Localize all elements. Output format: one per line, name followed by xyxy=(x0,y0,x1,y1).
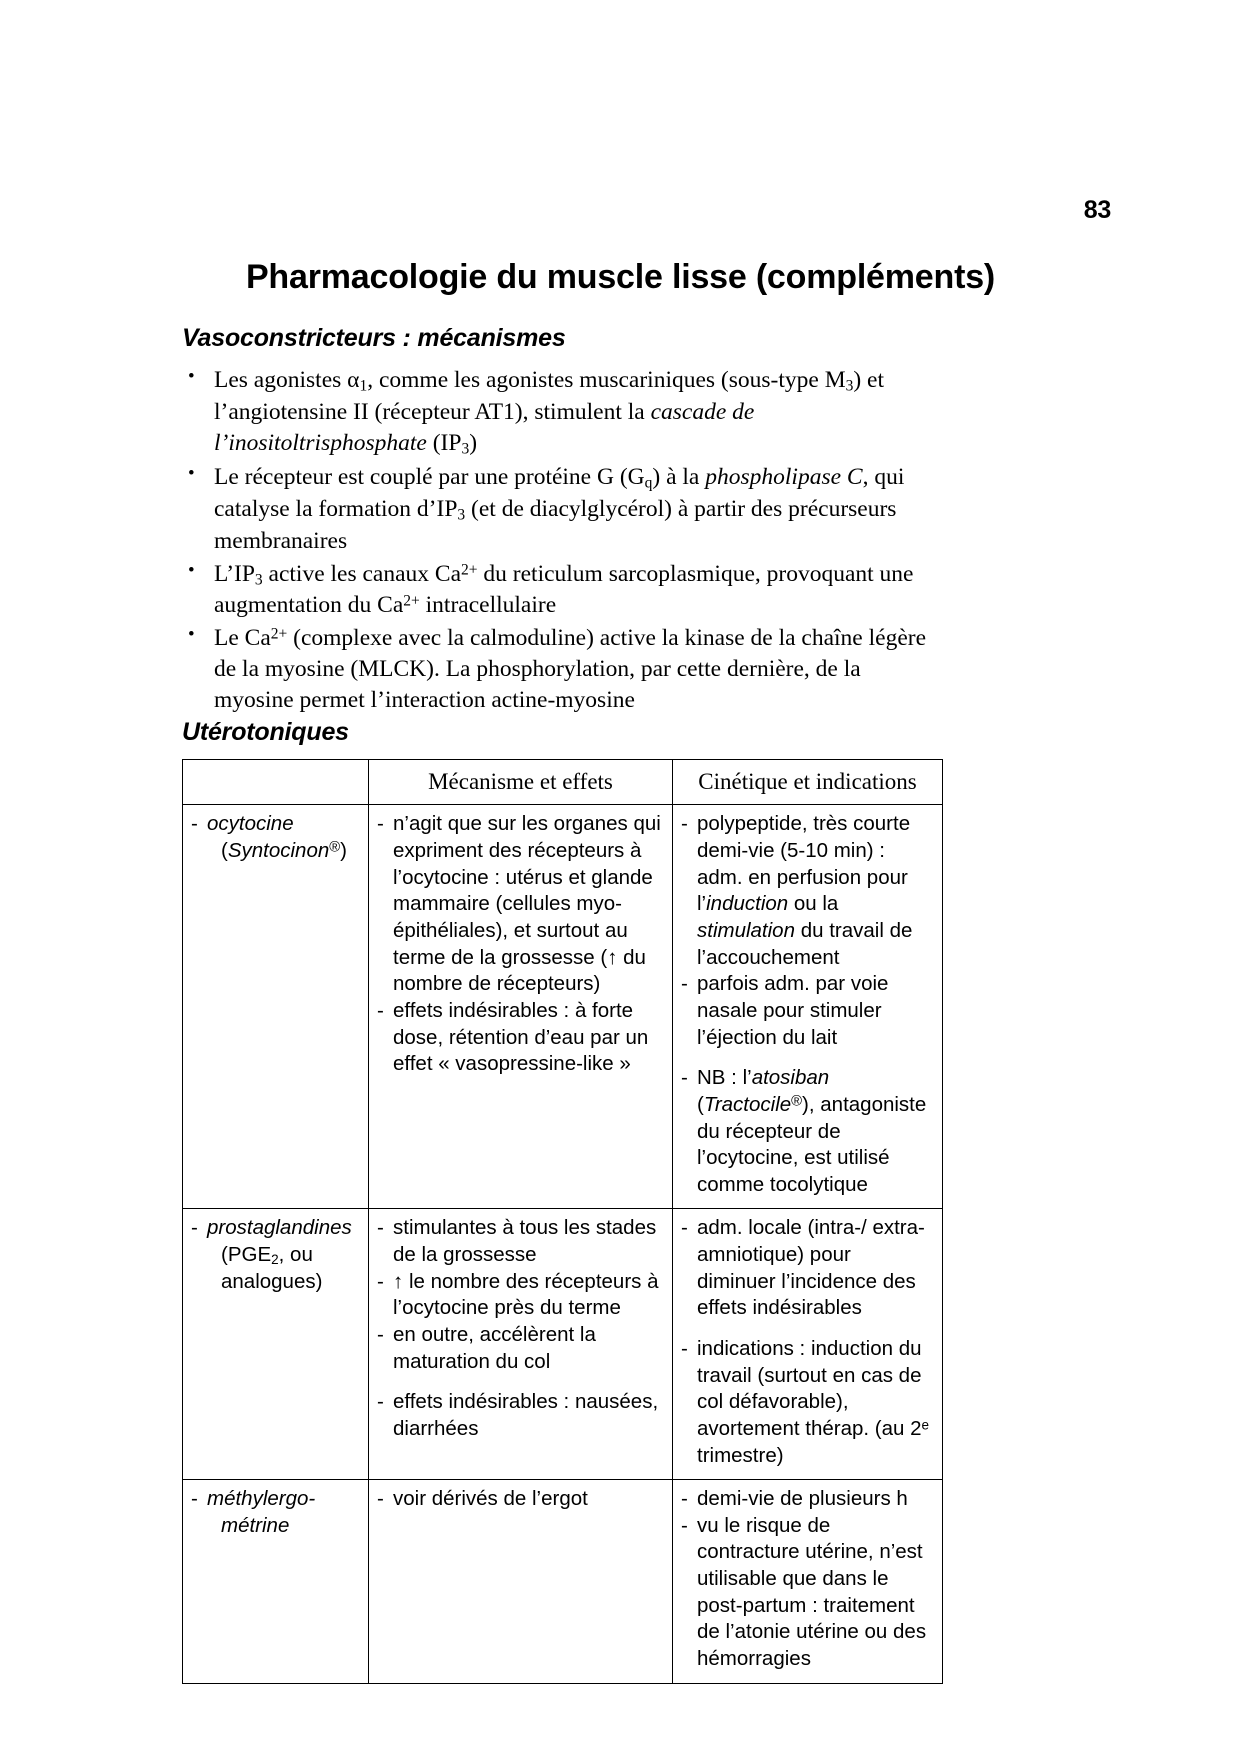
drug-name-line: ($PGE_2$, ou xyxy=(221,1243,313,1268)
mechanism-cell xyxy=(369,1209,673,1480)
drug-name-line: métrine xyxy=(221,1513,290,1537)
drug-name-cell xyxy=(183,805,369,1209)
table-header-kinetics: Cinétique et indications xyxy=(673,760,943,805)
drug-name-line: - prostaglandines xyxy=(191,1215,360,1242)
drug-name-line: - méthylergo- xyxy=(191,1486,360,1513)
cell-dash-item: - polypeptide, très courte demi-vie (5-10 min) : adm. en perfusion pour l’induction ou la stimulation du travail de l’accouchement xyxy=(681,811,934,971)
section-heading-uterotoniques: Utérotoniques xyxy=(182,718,349,747)
kinetics-cell xyxy=(673,1480,943,1683)
vasoconstricteurs-bullet-list xyxy=(182,365,942,716)
bullet-item: • Les agonistes $\alpha_1$, comme les agonistes muscariniques (sous-type $M_3$) et l’angiotensine II (récepteur AT1), stimulent la cascade de l’inositoltrisphosphate $(IP_3)$ xyxy=(182,365,942,460)
table-header-row xyxy=(183,760,943,805)
cell-dash-item: - NB : l’atosiban (Tractocile®), antagoniste du récepteur de l’ocytocine, est utilisé comme tocolytique xyxy=(681,1065,934,1198)
drug-name-line: (Syntocinon®) xyxy=(221,839,347,863)
mechanism-cell xyxy=(369,1480,673,1683)
cell-dash-item: - voir dérivés de l’ergot xyxy=(377,1486,664,1513)
kinetics-cell xyxy=(673,1209,943,1480)
table-header-mechanism: Mécanisme et effets xyxy=(369,760,673,805)
bullet-item: • $L’IP_3$ active les canaux $Ca^{2+}$ du reticulum sarcoplasmique, provoquant une augmentation du $Ca^{2+}$ intracellulaire xyxy=(182,559,942,622)
drug-name-line: analogues) xyxy=(221,1269,323,1293)
cell-dash-item: - parfois adm. par voie nasale pour stimuler l’éjection du lait xyxy=(681,971,934,1051)
drug-name-cell xyxy=(183,1209,369,1480)
kinetics-cell xyxy=(673,805,943,1209)
cell-dash-item: - adm. locale (intra-/ extra-amniotique) pour diminuer l’incidence des effets indésirables xyxy=(681,1215,934,1322)
cell-dash-item: - effets indésirables : nausées, diarrhées xyxy=(377,1389,664,1442)
table-row xyxy=(183,1209,943,1480)
bullet-item: • Le $Ca^{2+}$ (complexe avec la calmoduline) active la kinase de la chaîne légère de la myosine (MLCK). La phosphorylation, par cette dernière, de la myosine permet l’interaction actine-myosine xyxy=(182,623,942,716)
mechanism-cell xyxy=(369,805,673,1209)
drug-name-line: - ocytocine xyxy=(191,811,360,838)
cell-dash-item: - indications : induction du travail (surtout en cas de col défavorable), avortement thérap. (au 2e trimestre) xyxy=(681,1336,934,1469)
table-row xyxy=(183,1480,943,1683)
bullet-item: • Le récepteur est couplé par une protéine G $(G_q)$ à la phospholipase C, qui catalyse la formation $d’IP_3$ (et de diacylglycérol) à partir des précurseurs membranaires xyxy=(182,462,942,557)
page-content xyxy=(182,324,942,1684)
table-row xyxy=(183,805,943,1209)
page-number: 83 xyxy=(1083,196,1111,224)
cell-dash-item: - vu le risque de contracture utérine, n’est utilisable que dans le post-partum : traitement de l’atonie utérine ou des hémorragies xyxy=(681,1513,934,1673)
table-header-blank xyxy=(183,760,369,805)
uterotoniques-table xyxy=(182,759,943,1683)
cell-dash-item: - ↑ le nombre des récepteurs à l’ocytocine près du terme xyxy=(377,1269,664,1322)
cell-dash-item: - effets indésirables : à forte dose, rétention d’eau par un effet « vasopressine-like » xyxy=(377,998,664,1078)
cell-dash-item: - stimulantes à tous les stades de la grossesse xyxy=(377,1215,664,1268)
page-title: Pharmacologie du muscle lisse (compléments) xyxy=(245,258,996,296)
cell-dash-item: - demi-vie de plusieurs h xyxy=(681,1486,934,1513)
section-heading-vasoconstricteurs: Vasoconstricteurs : mécanismes xyxy=(182,324,566,352)
cell-dash-item: - n’agit que sur les organes qui expriment des récepteurs à l’ocytocine : utérus et glande mammaire (cellules myo-épithéliales), et surtout au terme de la grossesse (↑ du nombre de récepteurs) xyxy=(377,811,664,997)
drug-name-cell xyxy=(183,1480,369,1683)
table-body xyxy=(183,805,943,1683)
cell-dash-item: - en outre, accélèrent la maturation du col xyxy=(377,1322,664,1375)
